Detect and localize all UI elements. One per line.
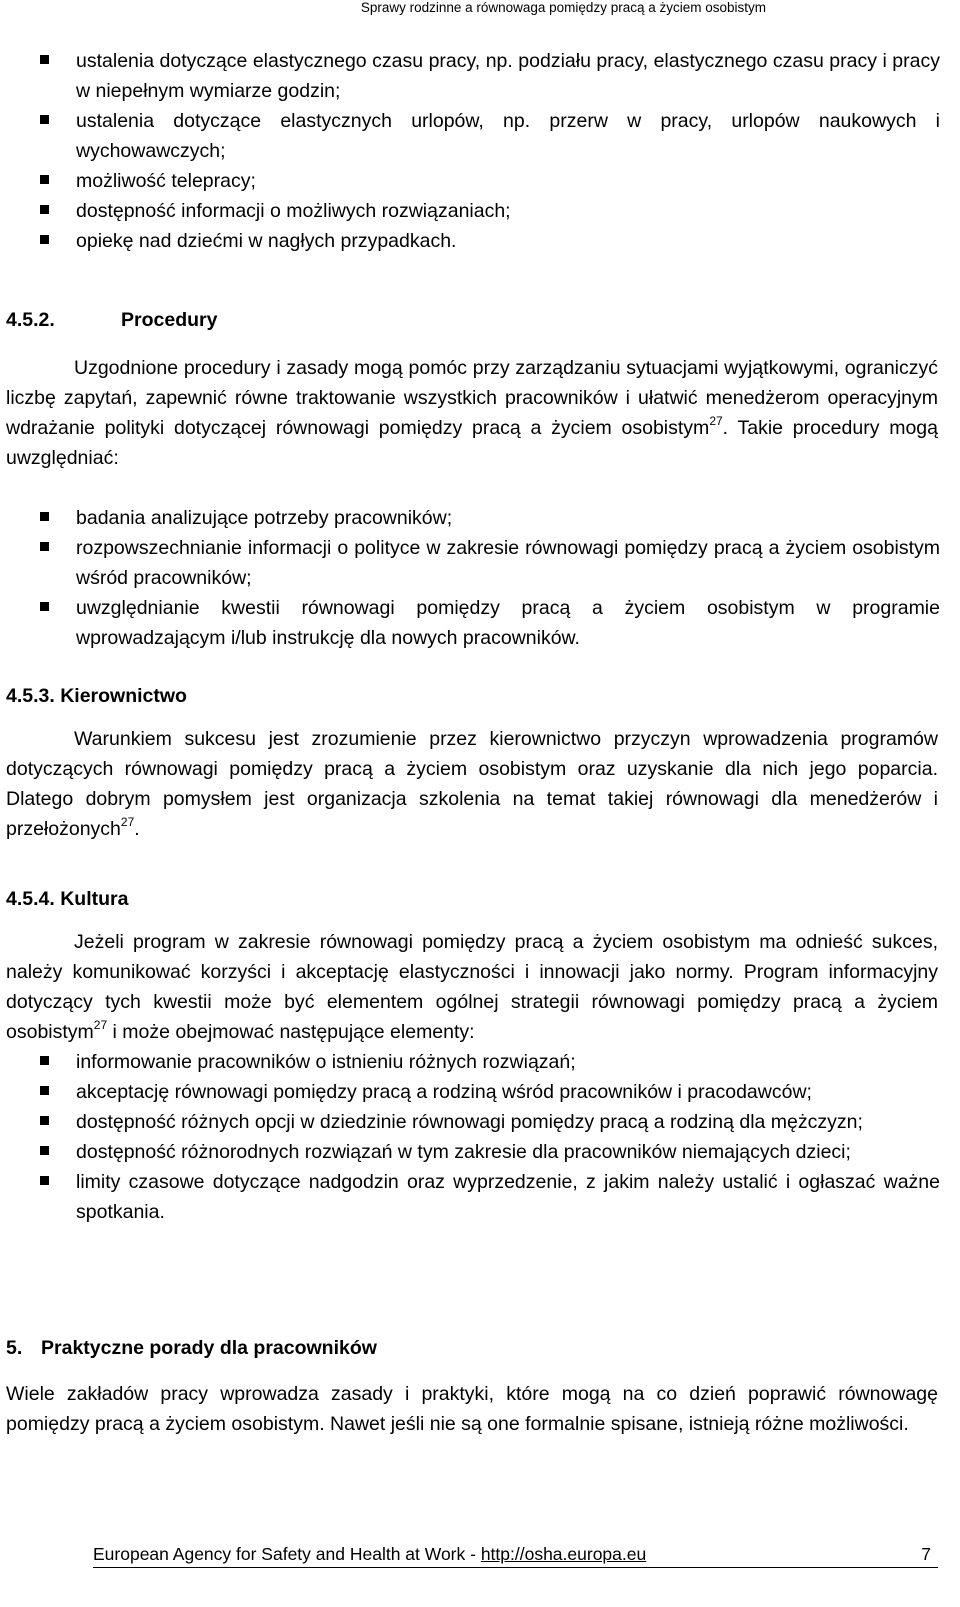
footnote-ref: 27 (709, 414, 723, 428)
square-bullet-icon (40, 1146, 49, 1155)
list-item: rozpowszechnianie informacji o polityce w zakresie równowagi pomiędzy pracą a życiem osobistym wśród pracowników; (40, 533, 940, 593)
list-item: ustalenia dotyczące elastycznego czasu pracy, np. podziału pracy, elastycznego czasu pracy i pracy w niepełnym wymiarze godzin; (40, 46, 940, 106)
list-item: opiekę nad dziećmi w nagłych przypadkach. (40, 226, 940, 256)
list-item: dostępność różnorodnych rozwiązań w tym zakresie dla pracowników niemających dzieci; (40, 1137, 940, 1167)
practical-tips-paragraph: Wiele zakładów pracy wprowadza zasady i praktyki, które mogą na co dzień poprawić równowagę pomiędzy pracą a życiem osobistym. Nawet jeśli nie są one formalnie spisane, istnieją różne możliwości. (6, 1383, 938, 1435)
list-item: dostępność informacji o możliwych rozwiązaniach; (40, 196, 940, 226)
list-item: badania analizujące potrzeby pracowników; (40, 503, 940, 533)
footer-text: European Agency for Safety and Health at Work - (93, 1544, 481, 1564)
square-bullet-icon (40, 1056, 49, 1065)
section-title: Procedury (121, 309, 218, 331)
section-number: 4.5.2. (6, 309, 55, 331)
square-bullet-icon (40, 512, 49, 521)
section-heading-4-5-2 (6, 309, 218, 332)
square-bullet-icon (40, 542, 49, 551)
top-bullet-list (40, 46, 940, 256)
square-bullet-icon (40, 235, 49, 244)
page-number: 7 (921, 1544, 931, 1564)
square-bullet-icon (40, 205, 49, 214)
list-item: limity czasowe dotyczące nadgodzin oraz wyprzedzenie, z jakim należy ustalić i ogłaszać ważne spotkania. (40, 1167, 940, 1227)
list-item: akceptację równowagi pomiędzy pracą a rodziną wśród pracowników i pracodawców; (40, 1077, 940, 1107)
square-bullet-icon (40, 602, 49, 611)
footnote-ref: 27 (120, 815, 135, 829)
procedures-list (40, 503, 940, 653)
culture-paragraph: Jeżeli program w zakresie równowagi pomiędzy pracą a życiem osobistym ma odnieść sukces, należy komunikować korzyści i akceptację elastyczności i innowacji jako normy. Program informacyjny dotyczący tych kwestii może być elementem ogólnej strategii równowagi pomiędzy pracą a życiem osobistym$^{27}$ i może obejmować następujące elementy: (6, 931, 938, 1043)
footnote-ref: 27 (93, 1018, 108, 1032)
section-heading-4-5-4: 4.5.4. Kultura (6, 888, 129, 910)
page-footer (93, 1544, 938, 1568)
procedures-paragraph: Uzgodnione procedury i zasady mogą pomóc przy zarządzaniu sytuacjami wyjątkowymi, ograniczyć liczbę zapytań, zapewnić równe traktowanie wszystkich pracowników i ułatwić menedżerom operacyjnym wdrażanie polityki dotyczącej równowagi pomiędzy pracą a życiem osobistym$^{27}$. Takie procedury mogą uwzględniać: (6, 357, 938, 469)
list-item: ustalenia dotyczące elastycznych urlopów, np. przerw w pracy, urlopów naukowych i wychowawczych; (40, 106, 940, 166)
section-heading-4-5-3: 4.5.3. Kierownictwo (6, 685, 187, 707)
square-bullet-icon (40, 1176, 49, 1185)
section-number: 5. (6, 1337, 23, 1359)
list-item: uwzględnianie kwestii równowagi pomiędzy pracą a życiem osobistym w programie wprowadzającym i/lub instrukcję dla nowych pracowników. (40, 593, 940, 653)
list-item: dostępność różnych opcji w dziedzinie równowagi pomiędzy pracą a rodziną dla mężczyzn; (40, 1107, 940, 1137)
list-item: informowanie pracowników o istnieniu różnych rozwiązań; (40, 1047, 940, 1077)
running-header: Sprawy rodzinne a równowaga pomiędzy pracą a życiem osobistym (360, 0, 766, 15)
square-bullet-icon (40, 1086, 49, 1095)
section-title: Praktyczne porady dla pracowników (41, 1337, 377, 1359)
square-bullet-icon (40, 55, 49, 64)
list-item: możliwość telepracy; (40, 166, 940, 196)
footer-link[interactable]: http://osha.europa.eu (480, 1544, 647, 1564)
square-bullet-icon (40, 1116, 49, 1125)
section-heading-5 (6, 1337, 377, 1360)
square-bullet-icon (40, 115, 49, 124)
management-paragraph: Warunkiem sukcesu jest zrozumienie przez kierownictwo przyczyn wprowadzenia programów dotyczących równowagi pomiędzy pracą a życiem osobistym oraz uzyskanie dla nich jego poparcia. Dlatego dobrym pomysłem jest organizacja szkolenia na temat takiej równowagi dla menedżerów i przełożonych$^{27}$. (6, 728, 938, 840)
square-bullet-icon (40, 175, 49, 184)
culture-list (40, 1047, 940, 1227)
